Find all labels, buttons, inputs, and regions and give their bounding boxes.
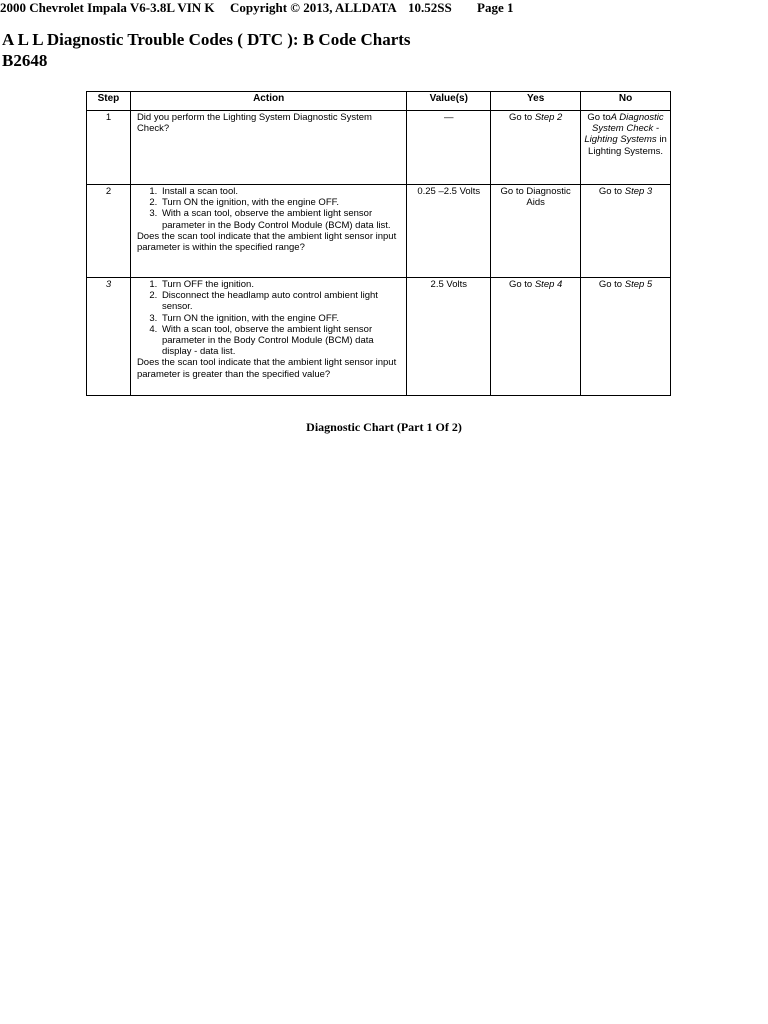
value-cell: — — [407, 111, 491, 185]
copyright-notice: Copyright © 2013, ALLDATA — [230, 0, 397, 15]
substep: 2. Disconnect the headlamp auto control ambient light sensor. — [160, 290, 403, 312]
substep: 2. Turn ON the ignition, with the engine OFF. — [160, 197, 403, 208]
value-cell: 0.25 –2.5 Volts — [407, 185, 491, 278]
substep-list — [134, 279, 403, 357]
step-number — [87, 278, 131, 396]
step-number: 1 — [87, 111, 131, 185]
header-no: No — [581, 92, 671, 111]
no-cell — [581, 185, 671, 278]
no-prefix: Go to — [598, 186, 625, 197]
header-values: Value(s) — [407, 92, 491, 111]
yes-prefix: Go to — [508, 112, 535, 123]
yes-cell — [491, 111, 581, 185]
diagnostic-chart-table — [86, 91, 671, 396]
no-prefix: Go to — [598, 279, 625, 290]
table-header-row — [87, 92, 671, 111]
yes-cell: Go to Diagnostic Aids — [491, 185, 581, 278]
action-cell — [130, 185, 406, 278]
header-action: Action — [130, 92, 406, 111]
yes-step-link[interactable]: Step 2 — [534, 112, 563, 123]
yes-step-link[interactable]: Step 4 — [534, 279, 563, 290]
page-title: A L L Diagnostic Trouble Codes ( DTC ): B Code Charts — [2, 30, 411, 49]
no-procedure-link[interactable]: A Diagnostic System Check - Lighting Systems — [584, 112, 664, 146]
document-header — [0, 0, 768, 18]
action-question: Does the scan tool indicate that the ambient light sensor input parameter is greater than the specified value? — [136, 357, 397, 380]
chart-caption: Diagnostic Chart (Part 1 Of 2) — [306, 420, 462, 434]
action-cell — [130, 278, 406, 396]
header-step: Step — [87, 92, 131, 111]
substep: 3. Turn ON the ignition, with the engine OFF. — [160, 313, 403, 324]
substep: 1. Install a scan tool. — [160, 186, 403, 197]
step-number: 2 — [87, 185, 131, 278]
action-question: Does the scan tool indicate that the ambient light sensor input parameter is within the specified range? — [136, 230, 397, 254]
version-number: 10.52SS — [408, 0, 452, 15]
value-cell: 2.5 Volts — [407, 278, 491, 396]
no-step-link[interactable]: Step 3 — [624, 186, 653, 197]
step-number-text: 3 — [105, 279, 112, 290]
yes-cell — [491, 278, 581, 396]
substep: 4. With a scan tool, observe the ambient light sensor parameter in the Body Control Module (BCM) data display - data list. — [160, 324, 403, 358]
table-row — [87, 185, 671, 278]
yes-prefix: Go to — [508, 279, 535, 290]
substep: 1. Turn OFF the ignition. — [160, 279, 403, 290]
no-suffix: in Lighting Systems. — [588, 134, 667, 157]
table-row — [87, 111, 671, 185]
action-cell — [130, 111, 406, 185]
vehicle-info: 2000 Chevrolet Impala V6-3.8L VIN K — [0, 0, 215, 15]
dtc-code: B2648 — [2, 51, 48, 70]
page-number: Page 1 — [477, 0, 514, 15]
substep-list — [134, 186, 403, 231]
table-row — [87, 278, 671, 396]
no-cell — [581, 111, 671, 185]
action-question: Did you perform the Lighting System Diagnostic System Check? — [136, 112, 372, 135]
no-cell — [581, 278, 671, 396]
no-prefix: Go to — [587, 112, 611, 123]
substep: 3. With a scan tool, observe the ambient light sensor parameter in the Body Control Module (BCM) data list. — [160, 208, 403, 230]
header-yes: Yes — [491, 92, 581, 111]
no-step-link[interactable]: Step 5 — [624, 279, 653, 290]
